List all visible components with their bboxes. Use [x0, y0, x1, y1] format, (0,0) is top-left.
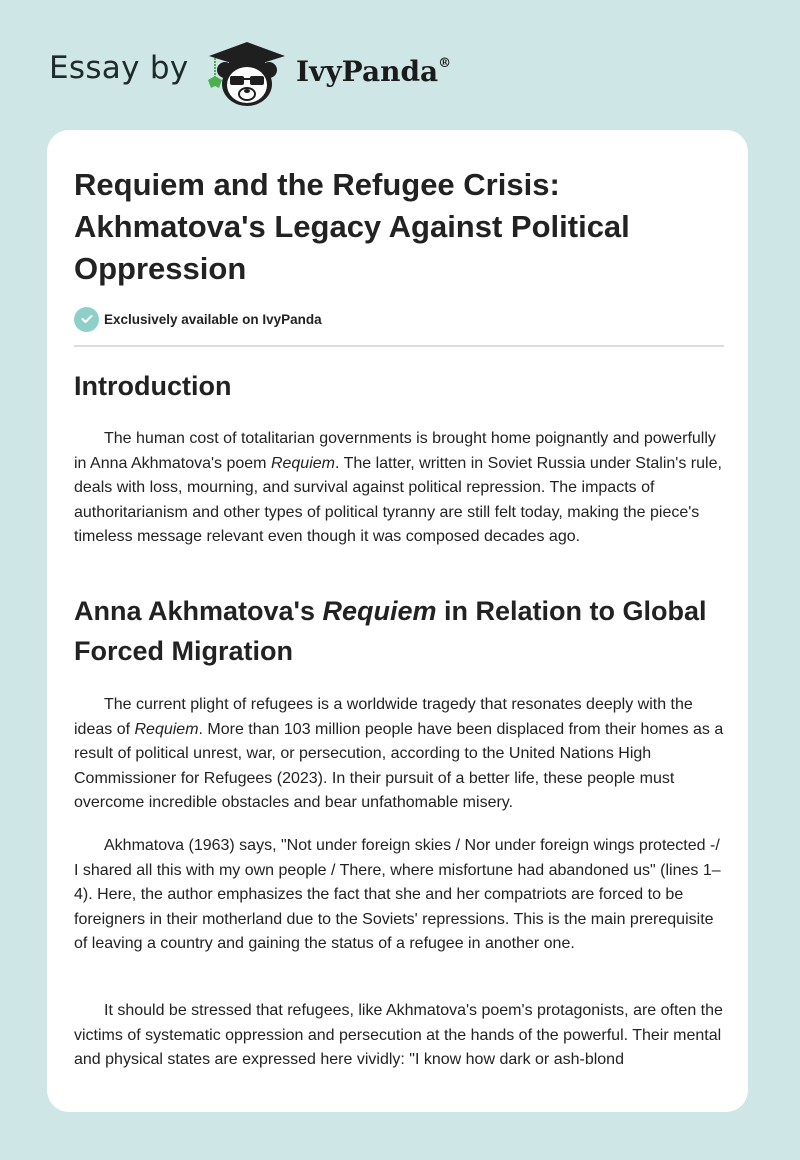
essay-card — [47, 130, 748, 1112]
exclusive-badge-text: Exclusively available on IvyPanda — [104, 311, 322, 327]
paragraph-text: The human cost of totalitarian governments is brought home poignantly and powerfully in Anna Akhmatova's poem — [74, 430, 716, 472]
paragraph — [74, 427, 724, 550]
heading-text: in Relation to Global Forced Migration — [74, 596, 707, 666]
section-heading-global-forced-migration — [74, 591, 724, 671]
heading-text: Anna Akhmatova's — [74, 596, 323, 626]
check-circle-icon — [74, 307, 99, 332]
paragraph-text: . More than 103 million people have been displaced from their homes as a result of political unrest, war, or persecution, according to the United Nations High Commissioner for Refugees (2023). In their pursuit of a better life, these people must overcome incredible obstacles and bear unfathomable misery. — [74, 720, 724, 812]
section-heading-introduction: Introduction — [74, 371, 232, 401]
essay-by-label: Essay by — [49, 50, 189, 86]
poem-title: Requiem — [322, 596, 437, 626]
registered-mark: ® — [438, 55, 452, 71]
paragraph-text: . The latter, written in Soviet Russia under Stalin's rule, deals with loss, mourning, and survival against political repression. The impacts of authoritarianism and other types of political tyranny are still felt today, making the piece's timeless message relevant even though it was composed decades ago. — [74, 454, 722, 546]
paragraph-text: The current plight of refugees is a worldwide tragedy that resonates deeply with the ideas of — [74, 696, 693, 738]
site-header — [0, 0, 800, 130]
poem-title: Requiem — [134, 720, 199, 738]
paragraph: It should be stressed that refugees, like Akhmatova's poem's protagonists, are often the victims of systematic oppression and persecution at the hands of the powerful. Their mental and physical states are expressed here vividly: "I know how dark or ash-blond — [74, 1002, 723, 1069]
brand-text: IvyPanda — [296, 55, 439, 88]
paragraph — [74, 693, 724, 816]
panda-logo-icon[interactable] — [203, 36, 291, 108]
paragraph: Akhmatova (1963) says, "Not under foreign skies / Nor under foreign wings protected -/ I shared all this with my own people / There, where misfortune had abandoned us" (lines 1–4). Here, the author emphasizes the fact that she and her compatriots are forced to be foreigners in their motherland due to the Soviets' repressions. This is the main prerequisite of leaving a country and gaining the status of a refugee in another one. — [74, 837, 721, 953]
brand-name[interactable] — [296, 55, 451, 88]
poem-title: Requiem — [270, 454, 335, 472]
divider — [74, 345, 724, 347]
exclusive-badge — [74, 306, 322, 332]
page-title: Requiem and the Refugee Crisis: Akhmatova's Legacy Against Political Oppression — [74, 167, 630, 286]
